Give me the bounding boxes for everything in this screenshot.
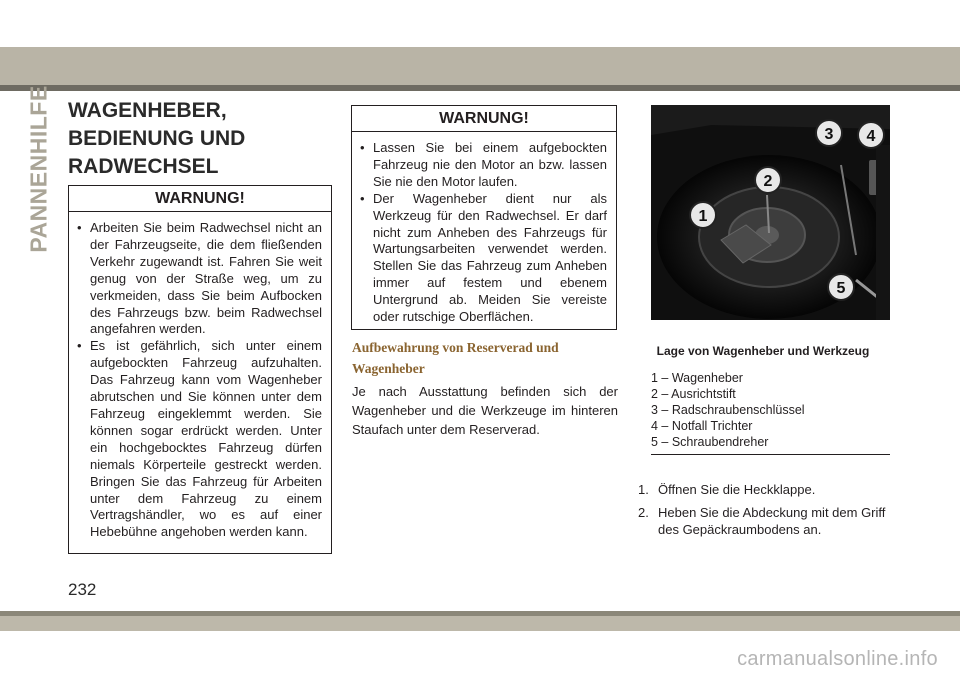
warning-box-1-title: WARNUNG! bbox=[69, 186, 331, 212]
warning-box-1-list bbox=[69, 220, 331, 541]
legend-item: 1 – Wagenheber bbox=[651, 371, 743, 385]
svg-text:4: 4 bbox=[866, 128, 876, 145]
legend-item: 4 – Notfall Trichter bbox=[651, 419, 753, 433]
warning-box-2 bbox=[351, 105, 617, 330]
figure-legend bbox=[651, 370, 890, 455]
callout-5 bbox=[828, 274, 854, 300]
warning-box-2-list bbox=[352, 140, 616, 326]
section-side-label-text: PANNENHILFE bbox=[25, 85, 52, 253]
warning-box-1-item: • Arbeiten Sie beim Radwechsel nicht an der Fahrzeugseite, die dem fließenden Verkehr zugewandt ist. Fahren Sie weit genug von der Straße weg, um zu verkmeiden, dass Sie beim Aufbocken des Fahrzeugs bzw. beim Radwechsel angefahren werden. bbox=[76, 220, 322, 338]
callout-1 bbox=[690, 202, 716, 228]
callout-2 bbox=[755, 167, 781, 193]
section-subheading: Aufbewahrung von Reserverad und Wagenheber bbox=[352, 340, 559, 376]
instruction-step bbox=[636, 504, 896, 538]
step-number: 2. bbox=[638, 505, 649, 520]
svg-text:2: 2 bbox=[763, 173, 773, 190]
top-band-rule bbox=[0, 85, 960, 91]
instruction-step bbox=[636, 481, 896, 498]
svg-text:3: 3 bbox=[824, 126, 834, 143]
step-number: 1. bbox=[638, 482, 649, 497]
page-title-line-1: WAGENHEBER, bbox=[68, 99, 227, 122]
warning-box-1 bbox=[68, 185, 332, 554]
body-paragraph: Je nach Ausstattung befinden sich der Wagenheber und die Werkzeuge im hinteren Staufach unter dem Reserverad. bbox=[352, 384, 618, 437]
svg-text:5: 5 bbox=[836, 280, 846, 297]
page-title bbox=[68, 97, 245, 181]
figure-caption: Lage von Wagenheber und Werkzeug bbox=[656, 344, 870, 358]
instruction-steps bbox=[636, 481, 896, 544]
legend-item: 2 – Ausrichtstift bbox=[651, 387, 736, 401]
section-side-label bbox=[25, 85, 53, 253]
step-text: Heben Sie die Abdeckung mit dem Griff des Gepäckraumbodens an. bbox=[658, 505, 886, 537]
callout-4 bbox=[858, 122, 884, 148]
page-number: 232 bbox=[68, 580, 97, 599]
legend-item: 3 – Radschraubenschlüssel bbox=[651, 403, 805, 417]
bottom-band bbox=[0, 616, 960, 631]
warning-box-2-item: • Der Wagenheber dient nur als Werkzeug für den Radwechsel. Er darf nicht zum Anheben des Fahrzeugs für Wartungsarbeiten verwendet werden. Stellen Sie das Fahrzeug zum Anheben immer auf festem und ebenem Untergrund ab. Meiden Sie vereiste oder rutschige Oberflächen. bbox=[359, 191, 607, 326]
page-title-line-2: BEDIENUNG UND bbox=[68, 127, 246, 150]
spare-wheel-photo bbox=[651, 105, 890, 320]
warning-box-2-title: WARNUNG! bbox=[352, 106, 616, 132]
step-text: Öffnen Sie die Heckklappe. bbox=[658, 482, 816, 497]
spare-wheel-illustration bbox=[651, 105, 890, 320]
page-title-line-3: RADWECHSEL bbox=[68, 155, 219, 178]
watermark: carmanualsonline.info bbox=[737, 648, 938, 670]
top-band bbox=[0, 47, 960, 85]
warning-box-1-item: • Es ist gefährlich, sich unter einem aufgebockten Fahrzeug aufzuhalten. Das Fahrzeug kann vom Wagenheber abrutschen und Sie können unter dem Fahrzeug eingeklemmt werden. Sie können sogar erdrückt werden. Unter ein hochgebocktes Fahrzeug dürfen niemals Körperteile gestreckt werden. Bringen Sie das Fahrzeug für Arbeiten unter dem Fahrzeug zu einem Vertragshändler, wo es auf einer Hebebühne angehoben werden kann. bbox=[76, 338, 322, 541]
callout-3 bbox=[816, 120, 842, 146]
warning-box-2-item: • Lassen Sie bei einem aufgebockten Fahrzeug nie den Motor an bzw. lassen Sie nie den Motor laufen. bbox=[359, 140, 607, 191]
svg-text:1: 1 bbox=[698, 208, 708, 225]
legend-item: 5 – Schraubendreher bbox=[651, 435, 769, 449]
